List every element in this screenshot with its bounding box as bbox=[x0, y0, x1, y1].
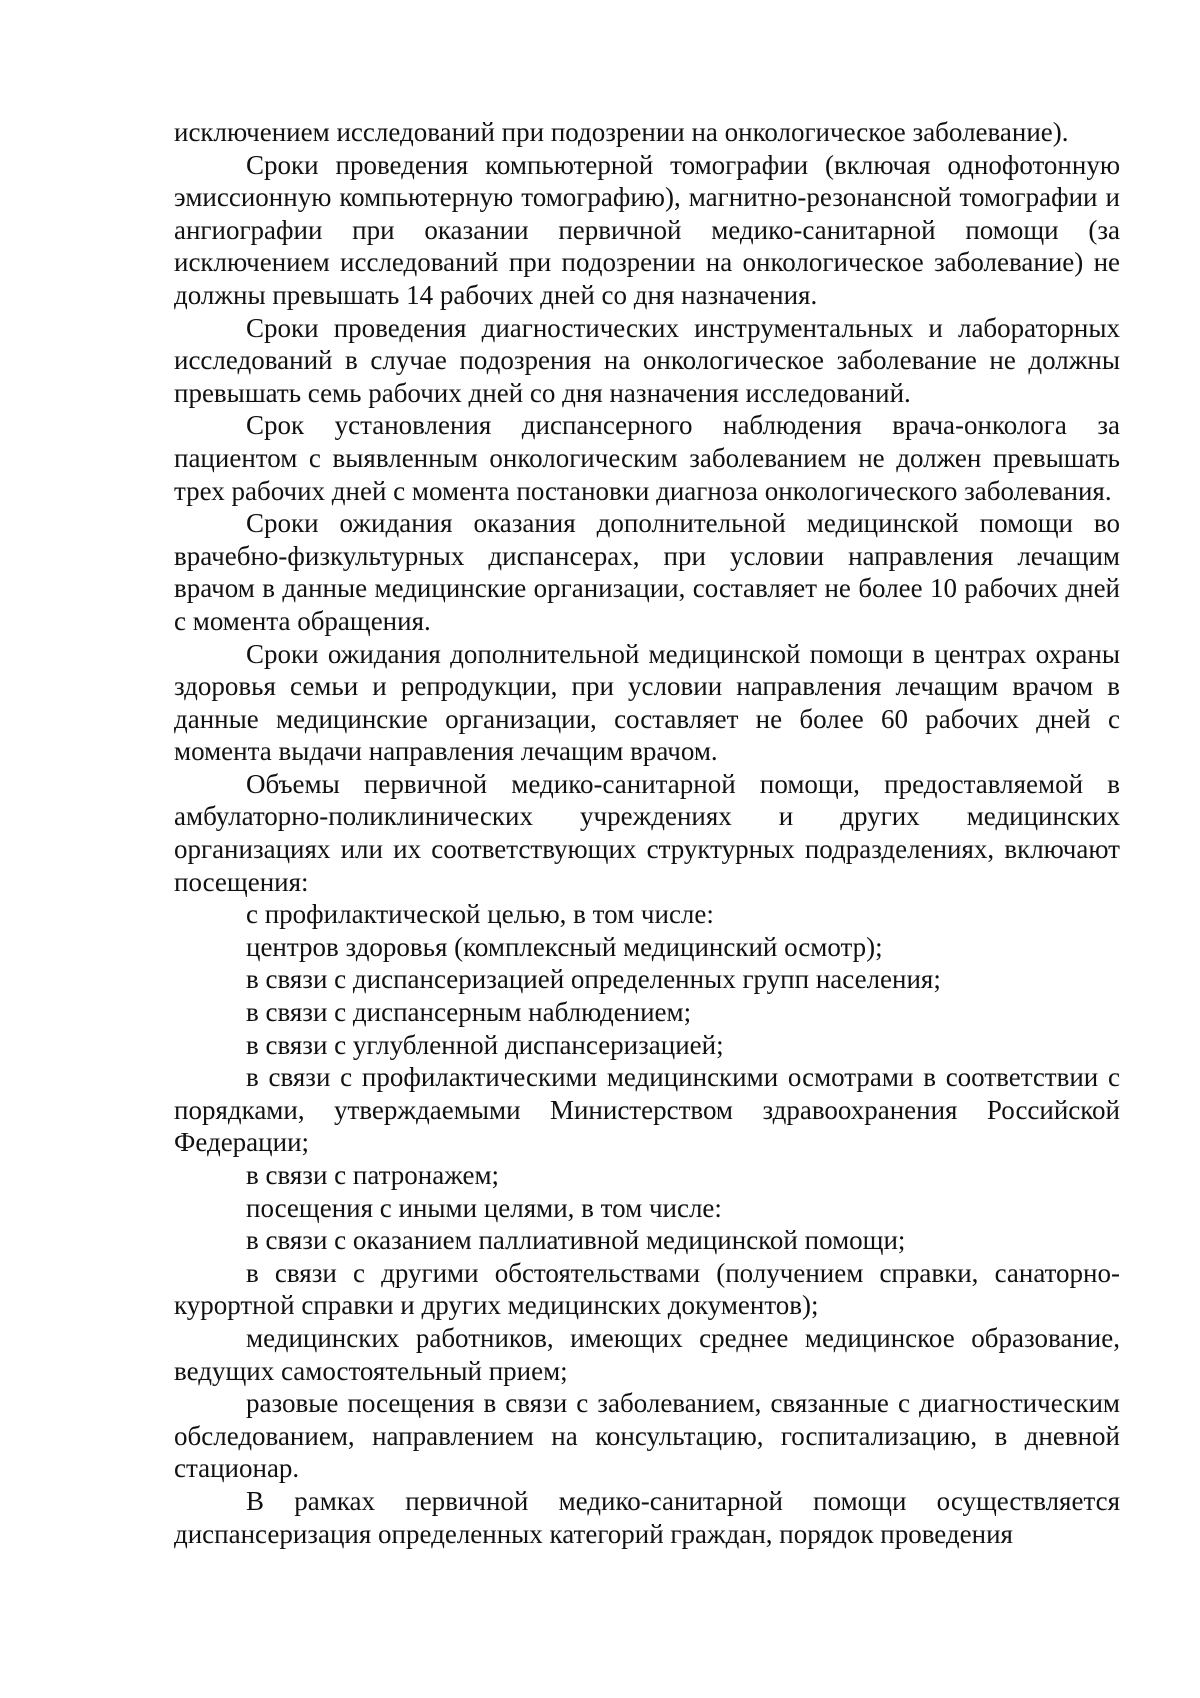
list-item-1: с профилактической целью, в том числе: bbox=[246, 899, 714, 930]
list-item-10: в связи с другими обстоятельствами (получением справки, санаторно-курортной справки и других медицинских документов); bbox=[174, 1257, 1120, 1321]
list-item-2: центров здоровья (комплексный медицинский осмотр); bbox=[246, 931, 883, 962]
paragraph-2: Сроки проведения компьютерной томографии (включая однофотонную эмиссионную компьютерную томографию), магнитно-резонансной томографии и ангиографии при оказании первичной медико-санитарной помощи (за исключением исследований при подозрении на онкологическое заболевание) не должны превышать 14 рабочих дней со дня назначения. bbox=[174, 149, 1120, 310]
document-body bbox=[174, 116, 1120, 1550]
paragraph-6: Сроки ожидания дополнительной медицинской помощи в центрах охраны здоровья семьи и репродукции, при условии направления лечащим врачом в данные медицинские организации, составляет не более 60 рабочих дней с момента выдачи направления лечащим врачом. bbox=[174, 638, 1120, 767]
paragraph-5: Сроки ожидания оказания дополнительной медицинской помощи во врачебно-физкультурных диспансерах, при условии направления лечащим врачом в данные медицинские организации, составляет не более 10 рабочих дней с момента обращения. bbox=[174, 508, 1120, 636]
paragraph-3: Сроки проведения диагностических инструментальных и лабораторных исследований в случае подозрения на онкологическое заболевание не должны превышать семь рабочих дней со дня назначения исследований. bbox=[174, 312, 1120, 408]
list-item-11: медицинских работников, имеющих среднее медицинское образование, ведущих самостоятельный прием; bbox=[174, 1322, 1120, 1386]
list-item-9: в связи с оказанием паллиативной медицинской помощи; bbox=[246, 1225, 906, 1256]
list-item-7: в связи с патронажем; bbox=[246, 1160, 500, 1190]
paragraph-7: Объемы первичной медико-санитарной помощи, предоставляемой в амбулаторно-поликлинических учреждениях и других медицинских организациях или их соответствующих структурных подразделениях, включают посещения: bbox=[174, 768, 1120, 897]
list-item-6: в связи с профилактическими медицинскими осмотрами в соответствии с порядками, утверждаемыми Министерством здравоохранения Российской Федерации; bbox=[174, 1062, 1120, 1158]
list-item-12: разовые посещения в связи с заболеванием, связанные с диагностическим обследованием, направлением на консультацию, госпитализацию, в дневной стационар. bbox=[174, 1388, 1120, 1484]
list-item-5: в связи с углубленной диспансеризацией; bbox=[246, 1029, 724, 1060]
list-item-4: в связи с диспансерным наблюдением; bbox=[246, 997, 692, 1028]
list-item-8: посещения с иными целями, в том числе: bbox=[246, 1192, 722, 1223]
paragraph-4: Срок установления диспансерного наблюдения врача-онколога за пациентом с выявленным онкологическим заболеванием не должен превышать трех рабочих дней с момента постановки диагноза онкологического заболевания. bbox=[174, 410, 1120, 506]
list-item-3: в связи с диспансеризацией определенных групп населения; bbox=[246, 964, 941, 995]
paragraph-8: В рамках первичной медико-санитарной помощи осуществляется диспансеризация определенных категорий граждан, порядок проведения bbox=[174, 1485, 1120, 1549]
paragraph-1: исключением исследований при подозрении на онкологическое заболевание). bbox=[174, 117, 1069, 147]
